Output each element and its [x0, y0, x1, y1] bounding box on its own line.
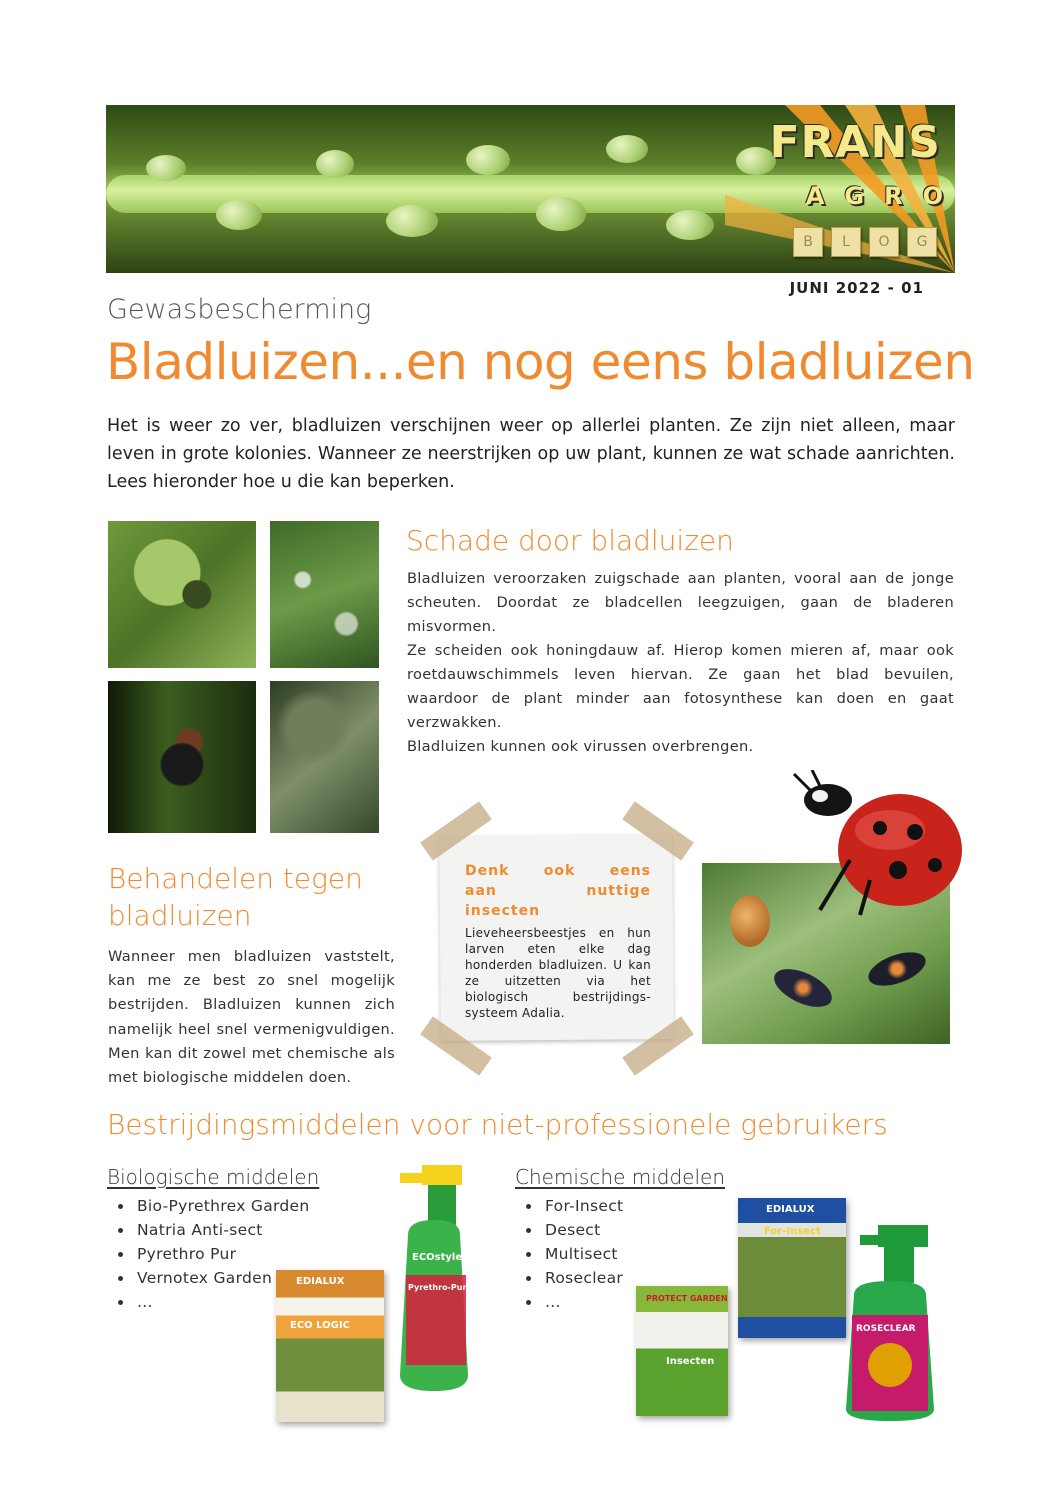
list-item: Desect — [516, 1218, 623, 1242]
aphid-image — [316, 150, 354, 178]
logo-blog-tile: L — [831, 227, 861, 257]
aphid-damage-photo — [108, 521, 256, 668]
product-name: For-Insect — [764, 1226, 821, 1237]
bio-list-title: Biologische middelen — [107, 1165, 320, 1189]
list-item: Roseclear — [516, 1266, 623, 1290]
chem-list-title: Chemische middelen — [515, 1165, 726, 1189]
list-item: For-Insect — [516, 1194, 623, 1218]
aphid-image — [466, 145, 510, 175]
logo-agro — [806, 182, 943, 210]
ants-aphids-photo — [108, 681, 256, 833]
protect-garden-product — [636, 1286, 728, 1416]
logo-blog-tile: G — [907, 227, 937, 257]
category-label: Gewasbescherming — [107, 294, 372, 325]
logo-blog — [793, 227, 937, 257]
note-text: Lieveheersbeestjes en hun larven eten elke dag honderden bladluizen. U kan ze uitzetten via het biologisch bestrijdings-systeem Adalia. — [465, 926, 651, 1020]
header-banner — [106, 105, 955, 273]
product-brand: EDIALUX — [766, 1204, 815, 1215]
logo-blog-tile: O — [869, 227, 899, 257]
product-brand: PROTECT GARDEN — [646, 1294, 728, 1303]
schade-paragraph: Ze scheiden ook honingdauw af. Hierop komen mieren af, maar ook roetdauwschimmels leven hiervan. Ze gaan het blad bevuilen, waardoor de plant minder aan fotosynthese kan doen en gaat verzwakken. — [407, 642, 954, 731]
product-brand: ECOstyle — [412, 1252, 463, 1263]
list-item: Multisect — [516, 1242, 623, 1266]
bestrijding-heading: Bestrijdingsmiddelen voor niet-professionele gebruikers — [107, 1108, 888, 1141]
larva-image — [769, 961, 838, 1014]
list-item: ... — [108, 1290, 310, 1314]
aphid-image — [386, 205, 438, 237]
list-item: ... — [516, 1290, 623, 1314]
aphid-image — [606, 135, 648, 163]
note-title: Denk ook eens aan nuttige insecten — [465, 863, 651, 919]
product-name: Pyrethro-Pur — [408, 1283, 467, 1292]
product-brand: EDIALUX — [296, 1276, 345, 1287]
product-name: ROSECLEAR — [856, 1324, 916, 1334]
list-item: Vernotex Garden — [108, 1266, 310, 1290]
logo-frans: FRANS — [769, 117, 941, 168]
sooty-mold-photo — [270, 681, 379, 833]
schade-heading: Schade door bladluizen — [406, 524, 734, 557]
edialux-ecologic-product — [276, 1270, 384, 1422]
logo-agro-letter: A — [805, 182, 825, 210]
aphid-image — [536, 197, 586, 231]
issue-date: JUNI 2022 - 01 — [789, 279, 924, 297]
logo-agro-letter: O — [922, 182, 943, 210]
honeydew-photo — [270, 521, 379, 668]
roseclear-spray-product — [838, 1225, 942, 1423]
page-title: Bladluizen...en nog eens bladluizen — [106, 333, 975, 391]
chem-list — [516, 1194, 623, 1314]
pupa-image — [730, 895, 770, 947]
list-item: Natria Anti-sect — [108, 1218, 310, 1242]
list-item: Bio-Pyrethrex Garden — [108, 1194, 310, 1218]
logo-agro-letter: R — [884, 182, 903, 210]
schade-paragraph: Bladluizen veroorzaken zuigschade aan planten, vooral aan de jonge scheuten. Doordat ze bladcellen leegzuigen, gaan de bladeren misvormen. — [407, 570, 954, 635]
list-item: Pyrethro Pur — [108, 1242, 310, 1266]
larva-image — [864, 946, 930, 993]
logo-agro-letter: G — [844, 182, 865, 210]
behandelen-body: Wanneer men bladluizen vaststelt, kan me ze best zo snel mogelijk bestrijden. Bladluizen kunnen zich namelijk heel snel vermenigvuldigen. Men kan dit zowel met chemische als met biologische middelen doen. — [108, 948, 395, 1087]
intro-paragraph: Het is weer zo ver, bladluizen verschijnen weer op allerlei planten. Ze zijn niet alleen, maar leven in grote kolonies. Wanneer ze neerstrijken op uw plant, kunnen ze wat schade aanrichten. Lees hieronder hoe u die kan beperken. — [107, 416, 955, 492]
schade-body — [407, 567, 954, 759]
product-name: Insecten — [666, 1356, 715, 1367]
schade-paragraph: Bladluizen kunnen ook virussen overbrengen. — [407, 738, 754, 755]
aphid-image — [666, 210, 714, 240]
edialux-forinsect-product — [738, 1198, 846, 1338]
ecostyle-spray-product — [388, 1165, 480, 1393]
aphid-image — [216, 200, 262, 230]
ladybug-icon — [790, 770, 970, 920]
product-name: ECO LOGIC — [290, 1320, 350, 1331]
logo-blog-tile: B — [793, 227, 823, 257]
aphid-image — [146, 155, 186, 181]
behandelen-heading: Behandelen tegen bladluizen — [108, 862, 363, 932]
